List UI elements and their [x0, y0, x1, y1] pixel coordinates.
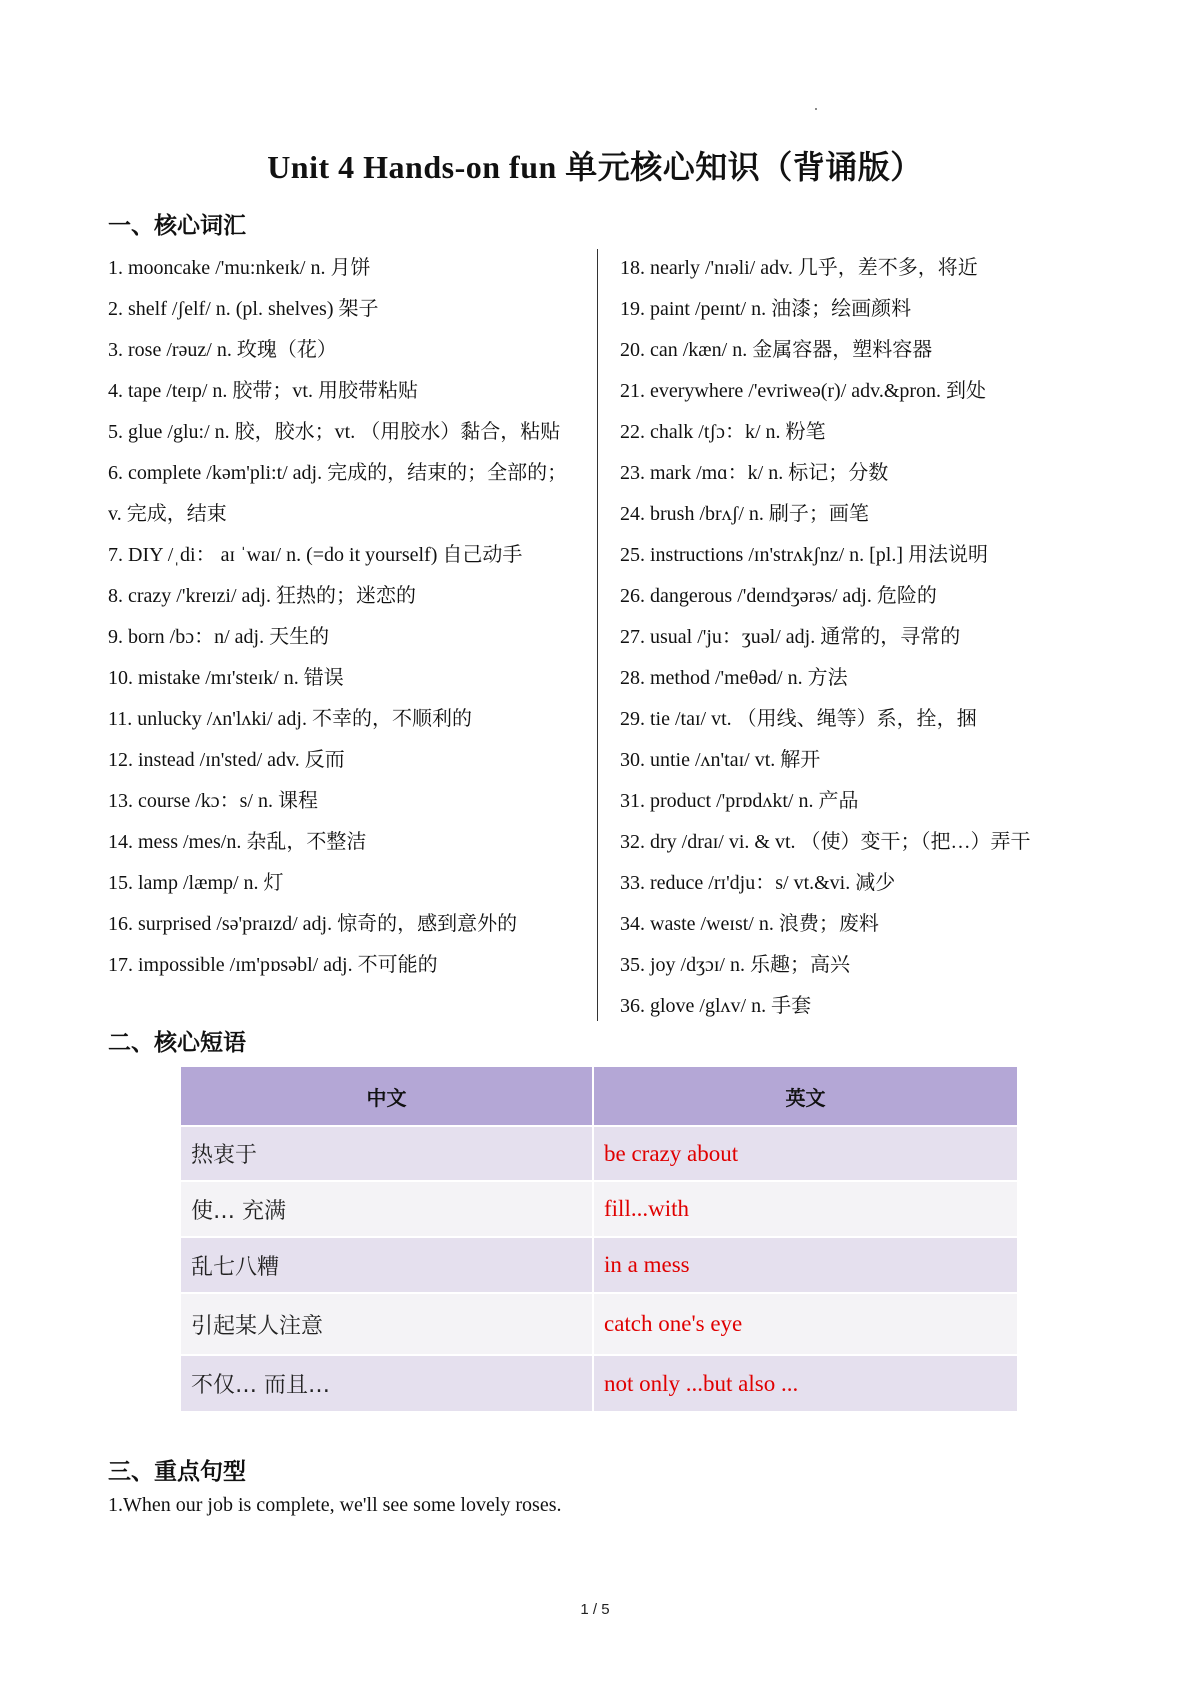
vocab-item: 4. tape /teɪp/ n. 胶带；vt. 用胶带粘贴: [108, 380, 418, 402]
vocab-item: 16. surprised /sə'praɪzd/ adj. 惊奇的，感到意外的: [108, 913, 518, 935]
vocab-item: 23. mark /mɑ：k/ n. 标记；分数: [620, 462, 889, 484]
table-row: [181, 1126, 1018, 1181]
key-sentence: 1.When our job is complete, we'll see some lovely roses.: [108, 1494, 562, 1516]
vocab-item: 18. nearly /'nɪəli/ adv. 几乎，差不多，将近: [620, 257, 978, 279]
vocab-item: 11. unlucky /ʌn'lʌki/ adj. 不幸的，不顺利的: [108, 708, 472, 730]
vocab-item: 14. mess /mes/n. 杂乱，不整洁: [108, 831, 367, 853]
vocab-item: 31. product /'prɒdʌkt/ n. 产品: [620, 790, 859, 812]
vocab-item: 29. tie /taɪ/ vt. （用线、绳等）系，拴，捆: [620, 708, 977, 730]
vocab-list-left: [108, 248, 578, 986]
vocab-item: 32. dry /draɪ/ vi. & vt. （使）变干；（把…）弄干: [620, 831, 1031, 853]
vocab-item: 17. impossible /ɪm'pɒsəbl/ adj. 不可能的: [108, 954, 438, 976]
vocab-item: 33. reduce /rɪ'dju：s/ vt.&vi. 减少: [620, 872, 896, 894]
sentence-section-heading: 三、重点句型: [108, 1459, 246, 1485]
phrase-cn: 使… 充满: [181, 1181, 593, 1237]
phrase-cn: 引起某人注意: [181, 1293, 593, 1355]
phrase-en: in a mess: [593, 1237, 1018, 1293]
vocab-list-right: [620, 248, 1100, 1027]
phrase-en: catch one's eye: [593, 1293, 1018, 1355]
vocab-item: 13. course /kɔ：s/ n. 课程: [108, 790, 318, 812]
vocab-section-heading: 一、核心词汇: [108, 213, 246, 239]
vocab-item: 9. born /bɔ：n/ adj. 天生的: [108, 626, 330, 648]
vocab-item: 34. waste /weɪst/ n. 浪费；废料: [620, 913, 879, 935]
vocab-item: 1. mooncake /'mu:nkeɪk/ n. 月饼: [108, 257, 371, 279]
phrase-cn: 热衷于: [181, 1126, 593, 1181]
vocab-item: 7. DIY /ˌdi： aɪ ˈwaɪ/ n. (=do it yourself) 自己动手: [108, 544, 523, 566]
vocab-item: 20. can /kæn/ n. 金属容器，塑料容器: [620, 339, 933, 361]
phrase-en: be crazy about: [593, 1126, 1018, 1181]
vocab-item: 25. instructions /ɪn'strʌkʃnz/ n. [pl.] 用法说明: [620, 544, 989, 566]
vocab-item: 8. crazy /'kreɪzi/ adj. 狂热的；迷恋的: [108, 585, 416, 607]
vocab-item: 19. paint /peɪnt/ n. 油漆；绘画颜料: [620, 298, 912, 320]
vocab-item: 26. dangerous /'deɪndʒərəs/ adj. 危险的: [620, 585, 937, 607]
vocab-item: 24. brush /brʌʃ/ n. 刷子；画笔: [620, 503, 869, 525]
vocab-item: 2. shelf /ʃelf/ n. (pl. shelves) 架子: [108, 298, 379, 320]
phrase-en: not only ...but also ...: [593, 1355, 1018, 1412]
vocab-item: 28. method /'meθəd/ n. 方法: [620, 667, 848, 689]
vocab-item: 3. rose /rəuz/ n. 玫瑰（花）: [108, 339, 337, 361]
phrase-table: [181, 1067, 1019, 1413]
page-title: Unit 4 Hands-on fun 单元核心知识（背诵版）: [267, 149, 923, 185]
table-row: [181, 1181, 1018, 1237]
vocab-item: 30. untie /ʌn'taɪ/ vt. 解开: [620, 749, 821, 771]
table-row: [181, 1237, 1018, 1293]
column-divider: [597, 249, 598, 1021]
vocab-item: 10. mistake /mɪ'steɪk/ n. 错误: [108, 667, 344, 689]
column-header-english: 英文: [593, 1067, 1018, 1126]
vocab-item: 35. joy /dʒɔɪ/ n. 乐趣；高兴: [620, 954, 850, 976]
column-header-chinese: 中文: [181, 1067, 593, 1126]
phrase-en: fill...with: [593, 1181, 1018, 1237]
table-row: [181, 1355, 1018, 1412]
vocab-item: 6. complete /kəm'pli:t/ adj. 完成的，结束的；全部的；v. 完成，结束: [108, 462, 568, 525]
vocab-item: 12. instead /ɪn'sted/ adv. 反而: [108, 749, 345, 771]
vocab-item: 36. glove /glʌv/ n. 手套: [620, 995, 812, 1017]
vocab-item: 27. usual /'ju：ʒuəl/ adj. 通常的，寻常的: [620, 626, 961, 648]
vocab-item: 21. everywhere /'evriweə(r)/ adv.&pron. 到处: [620, 380, 987, 402]
phrase-cn: 乱七八糟: [181, 1237, 593, 1293]
stray-dot: [815, 108, 817, 110]
table-header-row: [181, 1067, 1018, 1126]
phrase-section-heading: 二、核心短语: [108, 1030, 246, 1056]
vocab-item: 15. lamp /læmp/ n. 灯: [108, 872, 284, 894]
phrase-cn: 不仅… 而且…: [181, 1355, 593, 1412]
vocab-item: 22. chalk /tʃɔ：k/ n. 粉笔: [620, 421, 826, 443]
page-number: 1 / 5: [580, 1601, 610, 1618]
table-row: [181, 1293, 1018, 1355]
vocab-item: 5. glue /glu:/ n. 胶，胶水；vt. （用胶水）黏合，粘贴: [108, 421, 561, 443]
